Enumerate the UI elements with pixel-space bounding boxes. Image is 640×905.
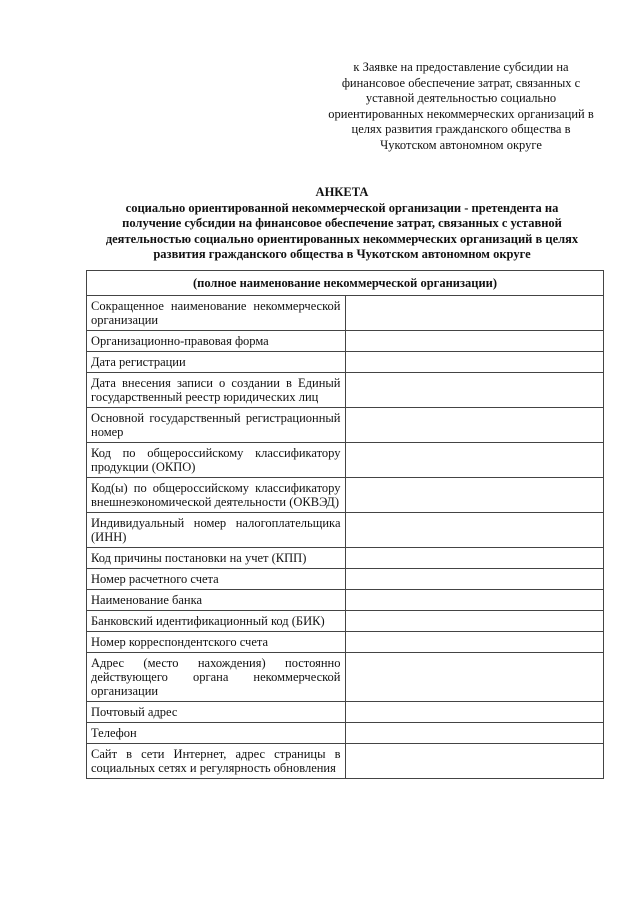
row-label: Индивидуальный номер налогоплательщика (ИНН) [87, 513, 346, 548]
table-row [87, 352, 604, 373]
row-label: Почтовый адрес [87, 702, 346, 723]
row-value-cell[interactable] [345, 352, 604, 373]
table-row [87, 632, 604, 653]
table-row [87, 331, 604, 352]
row-label: Номер корреспондентского счета [87, 632, 346, 653]
row-label: Организационно-правовая форма [87, 331, 346, 352]
row-label: Дата внесения записи о создании в Единый государственный реестр юридических лиц [87, 373, 346, 408]
row-value-cell[interactable] [345, 653, 604, 702]
attachment-note-line: к Заявке на предоставление субсидии на [353, 60, 569, 74]
row-value-cell[interactable] [345, 443, 604, 478]
table-row [87, 744, 604, 779]
row-value-cell[interactable] [345, 702, 604, 723]
row-value-cell[interactable] [345, 723, 604, 744]
row-value-cell[interactable] [345, 331, 604, 352]
row-label: Наименование банка [87, 590, 346, 611]
row-value-cell[interactable] [345, 590, 604, 611]
table-row [87, 443, 604, 478]
table-row [87, 611, 604, 632]
table-header-row [87, 271, 604, 296]
table-row [87, 702, 604, 723]
title-heading: АНКЕТА [315, 185, 369, 199]
row-label: Код причины постановки на учет (КПП) [87, 548, 346, 569]
row-value-cell[interactable] [345, 569, 604, 590]
attachment-note-line: ориентированных некоммерческих организаций в [328, 106, 594, 121]
table-row [87, 569, 604, 590]
row-label: Сокращенное наименование некоммерческой организации [87, 296, 346, 331]
title-line: получение субсидии на финансовое обеспечение затрат, связанных с уставной [122, 216, 562, 230]
table-row [87, 723, 604, 744]
table-row [87, 590, 604, 611]
row-value-cell[interactable] [345, 373, 604, 408]
organization-full-name-header: (полное наименование некоммерческой организации) [87, 271, 604, 296]
title-line: развития гражданского общества в Чукотском автономном округе [153, 247, 531, 261]
questionnaire-table [86, 270, 604, 779]
row-value-cell[interactable] [345, 408, 604, 443]
attachment-note-line: целях развития гражданского общества в [351, 122, 571, 136]
table-row [87, 478, 604, 513]
table-row [87, 548, 604, 569]
row-value-cell[interactable] [345, 611, 604, 632]
row-label: Код по общероссийскому классификатору продукции (ОКПО) [87, 443, 346, 478]
row-value-cell[interactable] [345, 744, 604, 779]
row-label: Основной государственный регистрационный номер [87, 408, 346, 443]
row-value-cell[interactable] [345, 632, 604, 653]
row-label: Сайт в сети Интернет, адрес страницы в социальных сетях и регулярность обновления [87, 744, 346, 779]
row-label: Банковский идентификационный код (БИК) [87, 611, 346, 632]
row-label: Телефон [87, 723, 346, 744]
row-value-cell[interactable] [345, 296, 604, 331]
attachment-note-line: Чукотском автономном округе [380, 137, 542, 152]
row-label: Дата регистрации [87, 352, 346, 373]
row-label: Адрес (место нахождения) постоянно действующего органа некоммерческой организации [87, 653, 346, 702]
attachment-note-line: уставной деятельностью социально [365, 91, 557, 105]
attachment-note-line: финансовое обеспечение затрат, связанных с [341, 75, 581, 90]
table-row [87, 653, 604, 702]
row-label: Код(ы) по общероссийскому классификатору внешнеэкономической деятельности (ОКВЭД) [87, 478, 346, 513]
title-line: социально ориентированной некоммерческой организации - претендента на [125, 200, 559, 215]
table-row [87, 296, 604, 331]
row-label: Номер расчетного счета [87, 569, 346, 590]
table-row [87, 373, 604, 408]
row-value-cell[interactable] [345, 478, 604, 513]
row-value-cell[interactable] [345, 548, 604, 569]
table-row [87, 408, 604, 443]
document-title [88, 185, 596, 263]
title-line: деятельностью социально ориентированных некоммерческих организаций в целях [105, 231, 579, 246]
row-value-cell[interactable] [345, 513, 604, 548]
attachment-note [312, 60, 610, 153]
table-row [87, 513, 604, 548]
